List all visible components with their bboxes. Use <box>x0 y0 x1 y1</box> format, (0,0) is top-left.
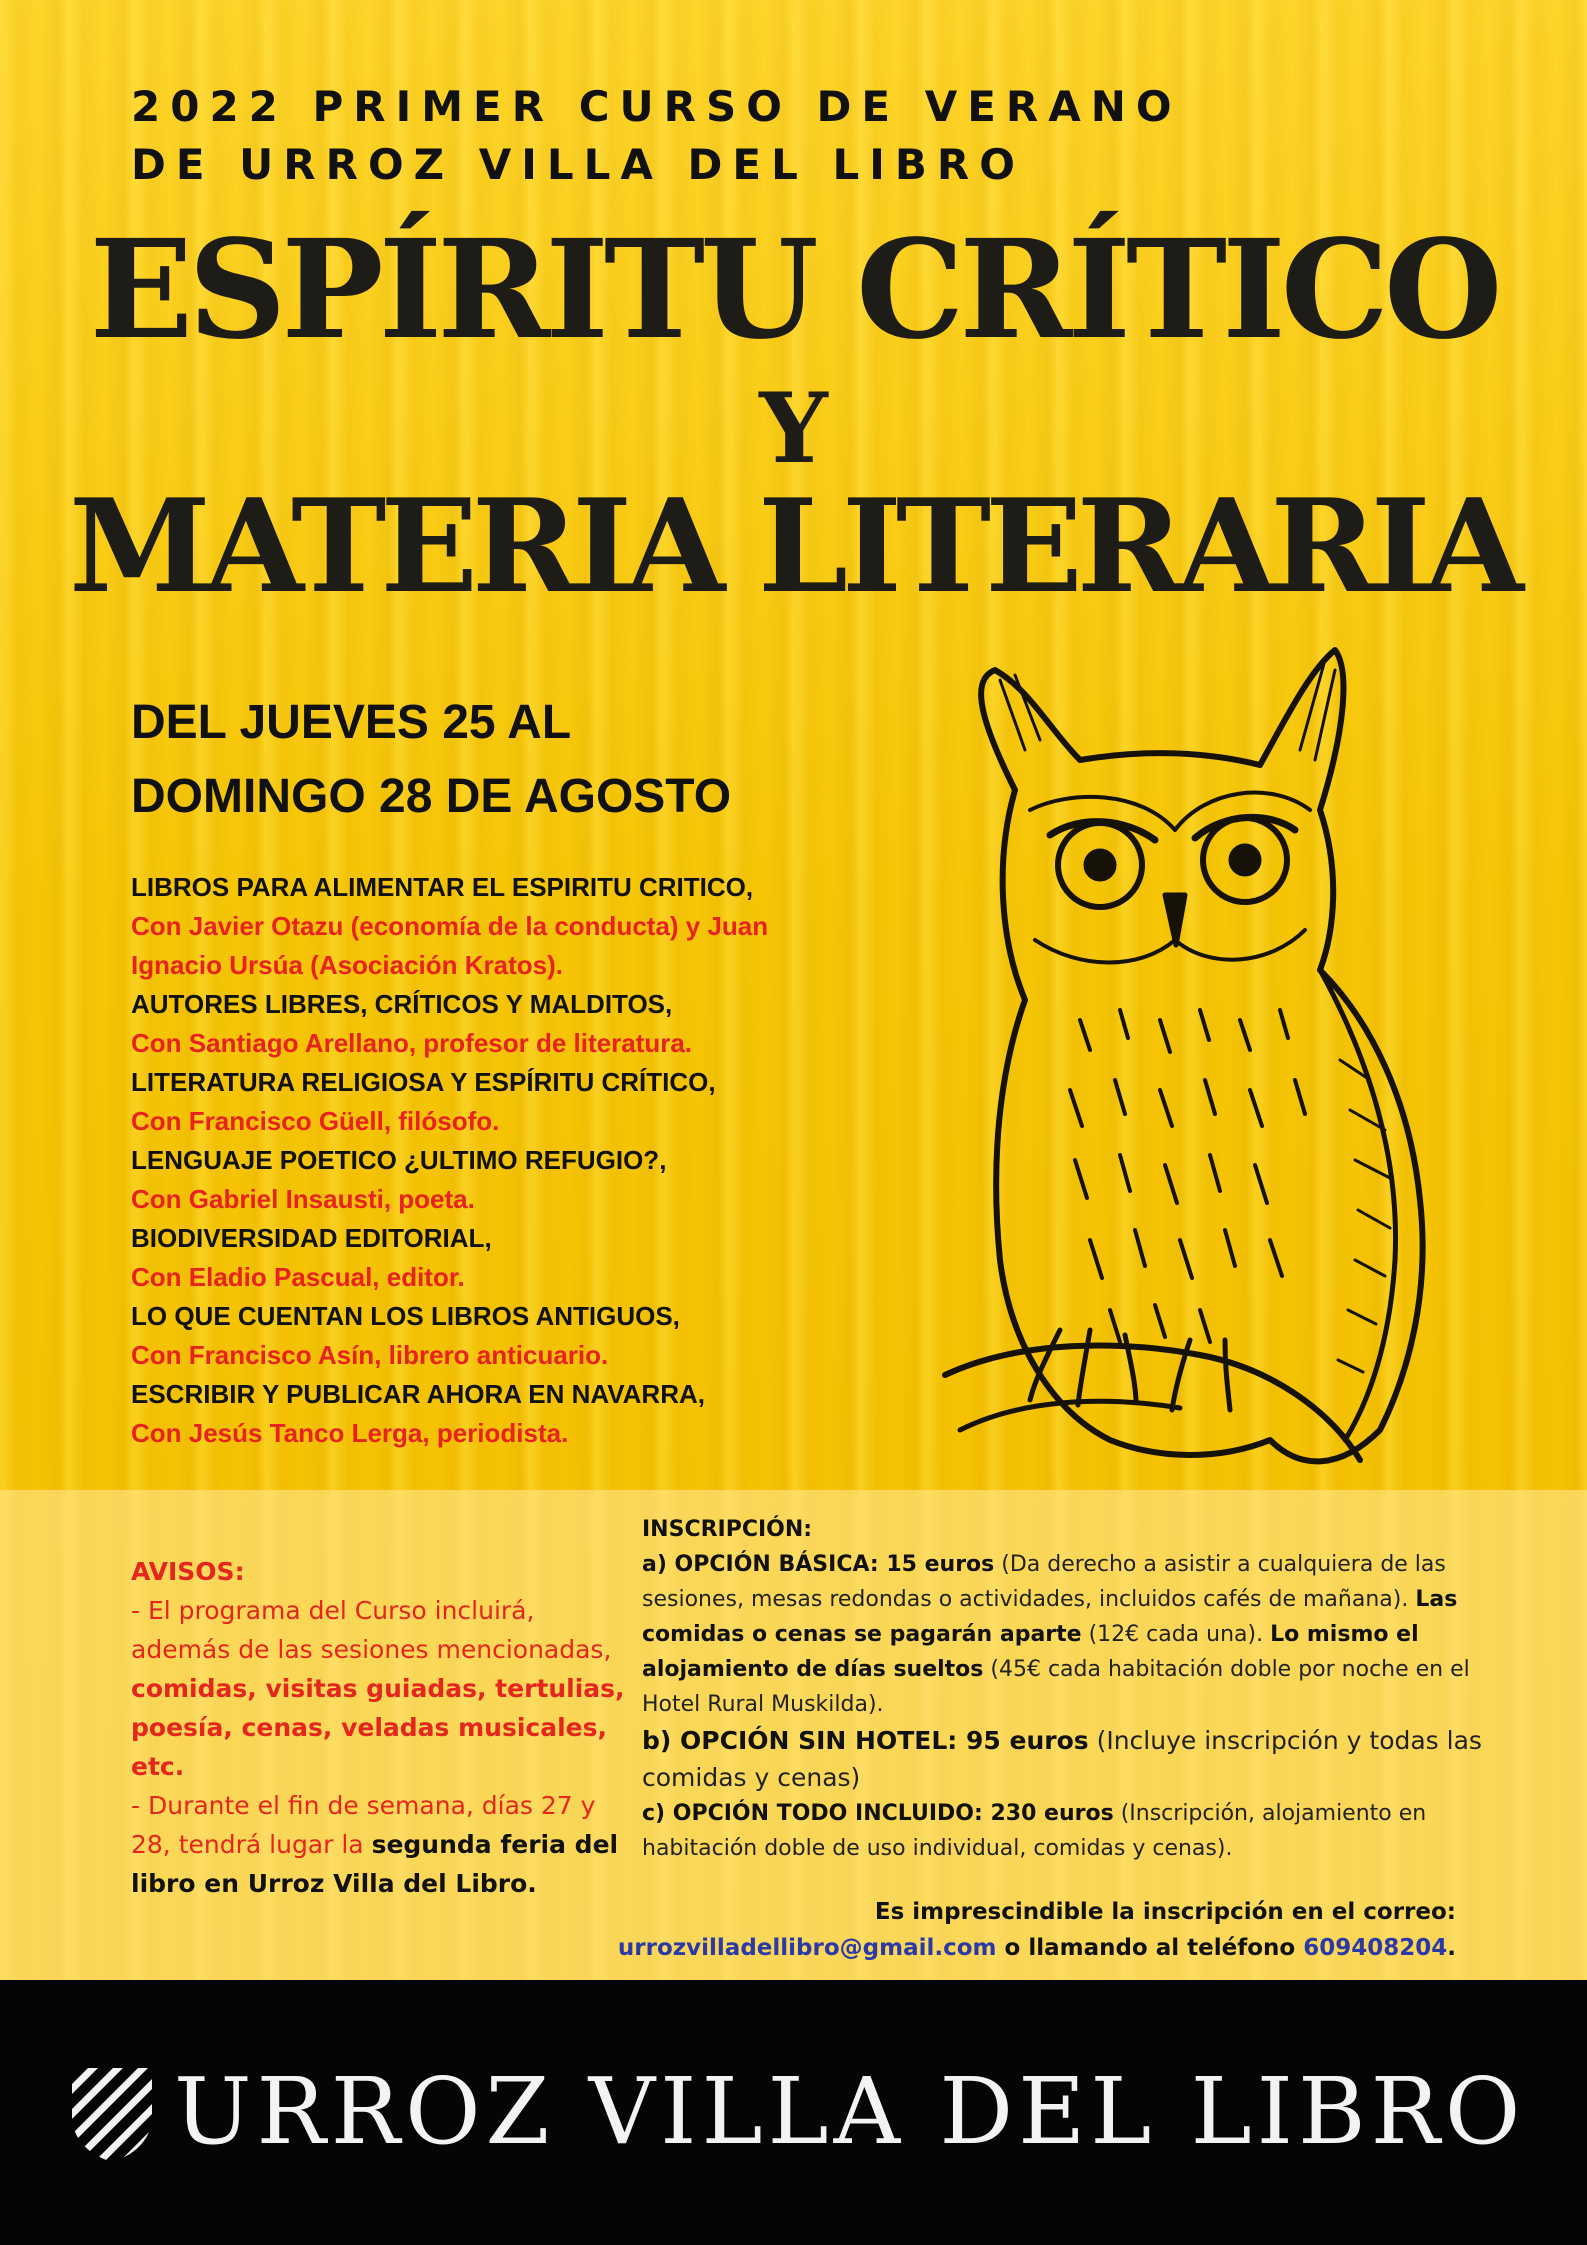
program-topic: BIODIVERSIDAD EDITORIAL, <box>131 1223 492 1253</box>
contact-line-1: Es imprescindible la inscripción en el correo: <box>874 1899 1456 1925</box>
program-speaker: Con Gabriel Insausti, poeta. <box>131 1184 475 1214</box>
phone-link[interactable]: 609408204 <box>1303 1935 1448 1961</box>
option-a <box>642 1547 1492 1722</box>
option-c-text: (Inscripción, alojamiento en habitación doble de uso individual, comidas y cenas). <box>642 1801 1427 1861</box>
contact-line-2 <box>356 1930 1456 1966</box>
program-item <box>131 1063 831 1141</box>
option-b <box>642 1722 1492 1796</box>
aviso-2-bold: segunda feria del libro en Urroz Villa del Libro. <box>131 1830 619 1898</box>
option-a-text-3: (45€ cada habitación doble por noche en el Hotel Rural Muskilda). <box>642 1657 1470 1717</box>
course-kicker <box>131 78 1431 194</box>
aviso-item-1 <box>131 1591 626 1786</box>
option-a-text-2: (12€ cada una). <box>1081 1622 1271 1647</box>
registration-heading <box>642 1512 1492 1547</box>
program-item <box>131 1375 831 1453</box>
email-link[interactable]: urrozvilladellibro@gmail.com <box>617 1935 997 1961</box>
program-topic: LO QUE CUENTAN LOS LIBROS ANTIGUOS, <box>131 1301 680 1331</box>
dates-line-1: DEL JUEVES 25 AL <box>131 696 572 749</box>
contact-info <box>356 1894 1456 1966</box>
aviso-1-bold: comidas, visitas guiadas, tertulias, poesía, cenas, veladas musicales, etc. <box>131 1674 625 1781</box>
program-topic: ESCRIBIR Y PUBLICAR AHORA EN NAVARRA, <box>131 1379 705 1409</box>
contact-end: . <box>1447 1935 1456 1961</box>
registration-section <box>642 1512 1492 1866</box>
title-conjunction: Y <box>759 372 828 485</box>
program-item <box>131 985 831 1063</box>
option-a-bold-2: Las comidas o cenas se pagarán aparte <box>642 1587 1458 1647</box>
aviso-1-text: - El programa del Curso incluirá, además de las sesiones mencionadas, <box>131 1596 612 1664</box>
registration-heading-text: INSCRIPCIÓN: <box>642 1517 813 1542</box>
option-c-label: c) OPCIÓN TODO INCLUIDO: 230 euros <box>642 1801 1114 1826</box>
avisos-section <box>131 1552 626 1903</box>
program-speaker: Con Eladio Pascual, editor. <box>131 1262 465 1292</box>
kicker-line-1: 2022 PRIMER CURSO DE VERANO <box>131 82 1182 131</box>
option-a-bold-3: Lo mismo el alojamiento de días sueltos <box>642 1622 1419 1682</box>
owl-illustration-icon <box>940 640 1480 1470</box>
program-item <box>131 1141 831 1219</box>
contact-middle-text: o llamando al teléfono <box>996 1935 1304 1961</box>
kicker-line-2: DE URROZ VILLA DEL LIBRO <box>131 140 1025 189</box>
option-a-label: a) OPCIÓN BÁSICA: 15 euros <box>642 1552 995 1577</box>
program-speaker: Con Francisco Asín, librero anticuario. <box>131 1340 609 1370</box>
program-topic: LIBROS PARA ALIMENTAR EL ESPIRITU CRITICO, <box>131 872 754 902</box>
title-line-2: MATERIA LITERARIA <box>69 472 1518 622</box>
program-item <box>131 1297 831 1375</box>
option-b-label: b) OPCIÓN SIN HOTEL: 95 euros <box>642 1726 1089 1755</box>
event-dates <box>131 686 851 834</box>
footer-title: URROZ VILLA DEL LIBRO <box>174 2058 1526 2165</box>
program-item <box>131 1219 831 1297</box>
aviso-2-text: - Durante el fin de semana, días 27 y 28, tendrá lugar la <box>131 1791 596 1859</box>
avisos-heading: AVISOS: <box>131 1557 245 1586</box>
option-c <box>642 1796 1492 1866</box>
program-item <box>131 868 831 985</box>
program-topic: LITERATURA RELIGIOSA Y ESPÍRITU CRÍTICO, <box>131 1067 716 1097</box>
program-topic: LENGUAJE POETICO ¿ULTIMO REFUGIO?, <box>131 1145 667 1175</box>
program-topic: AUTORES LIBRES, CRÍTICOS Y MALDITOS, <box>131 989 673 1019</box>
striped-shield-icon <box>70 2066 154 2164</box>
dates-line-2: DOMINGO 28 DE AGOSTO <box>131 770 732 823</box>
program-speaker: Con Santiago Arellano, profesor de literatura. <box>131 1028 693 1058</box>
option-b-text: (Incluye inscripción y todas las comidas y cenas) <box>642 1726 1482 1792</box>
program-speaker: Con Jesús Tanco Lerga, periodista. <box>131 1418 569 1448</box>
program-speaker: Con Francisco Güell, filósofo. <box>131 1106 500 1136</box>
program-speaker: Con Javier Otazu (economía de la conducta) y Juan Ignacio Ursúa (Asociación Kratos). <box>131 911 769 980</box>
program-list <box>131 868 831 1453</box>
option-a-text-1: (Da derecho a asistir a cualquiera de las sesiones, mesas redondas o actividades, incluidos cafés de mañana). <box>642 1552 1446 1612</box>
title-line-1: ESPÍRITU CRÍTICO <box>89 210 1498 370</box>
aviso-item-2 <box>131 1786 626 1903</box>
